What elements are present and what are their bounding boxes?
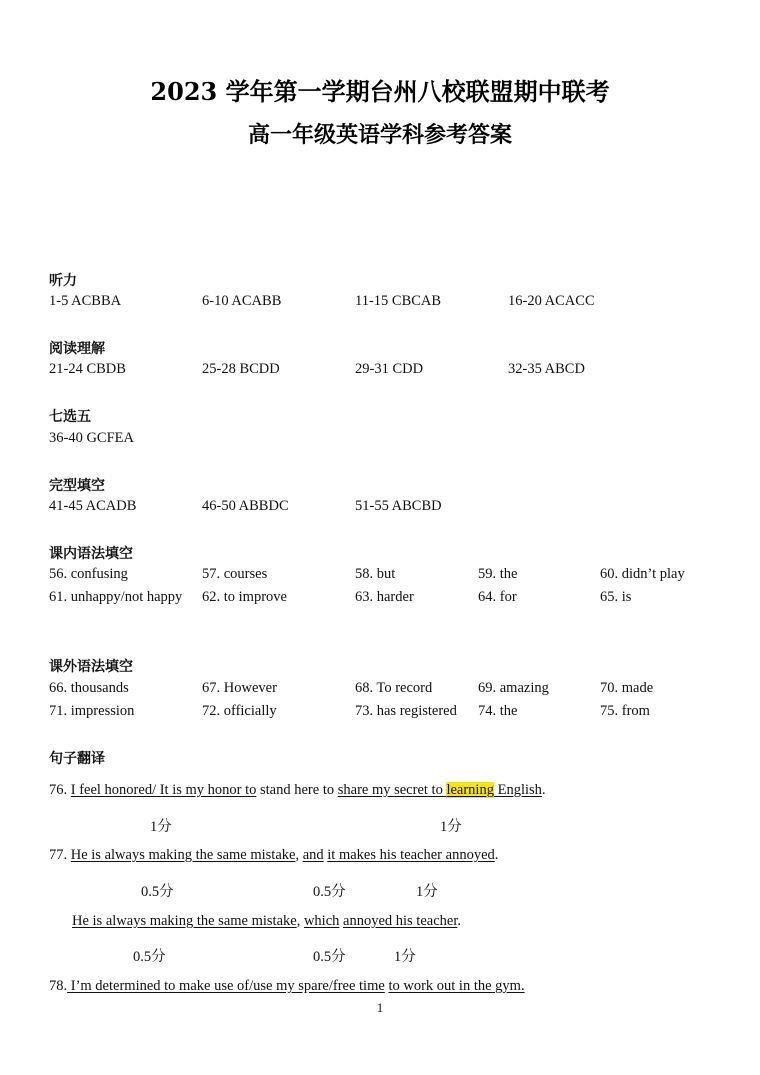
answer-cell: 63. harder xyxy=(355,589,414,605)
answer-cell: 62. to improve xyxy=(202,589,287,605)
answer-cell: 73. has registered xyxy=(355,703,457,719)
answer-cell: 56. confusing xyxy=(49,566,128,582)
translation-77-alternative xyxy=(72,913,461,930)
answer-cell: 25-28 BCDD xyxy=(202,361,280,377)
score-label: 1分 xyxy=(150,819,172,835)
document-subtitle: 高一年级英语学科参考答案 xyxy=(247,122,512,148)
section-heading-reading: 阅读理解 xyxy=(49,341,105,357)
answer-cell: 67. However xyxy=(202,680,277,696)
answer-cell: 41-45 ACADB xyxy=(49,498,137,514)
answer-cell: 57. courses xyxy=(202,566,268,582)
question-number: 78. xyxy=(49,978,68,994)
answer-cell: 1-5 ACBBA xyxy=(49,293,122,309)
section-heading-listening: 听力 xyxy=(49,273,77,289)
score-label: 0.5分 xyxy=(313,949,346,965)
document-title: 2023 学年第一学期台州八校联盟期中联考 xyxy=(150,77,610,106)
answer-cell: 58. but xyxy=(355,566,396,582)
plain-text: , xyxy=(295,847,303,863)
scoring-segment: English xyxy=(493,782,542,798)
score-label: 0.5分 xyxy=(313,884,346,900)
highlighted-word: learning xyxy=(446,782,494,798)
question-number: 77. xyxy=(49,847,71,863)
plain-text: . xyxy=(541,782,546,798)
page-number: 1 xyxy=(376,1000,384,1015)
answer-cell: 72. officially xyxy=(202,703,277,719)
plain-text: . xyxy=(457,913,461,929)
answer-cell: 11-15 CBCAB xyxy=(355,293,442,309)
answer-cell: 66. thousands xyxy=(49,680,129,696)
translation-76 xyxy=(49,782,546,799)
answer-cell: 29-31 CDD xyxy=(355,361,424,377)
answer-cell: 65. is xyxy=(600,589,632,605)
answer-cell: 59. the xyxy=(478,566,518,582)
scoring-segment: it makes his teacher annoyed xyxy=(327,847,495,863)
score-label: 1分 xyxy=(394,949,416,965)
answer-cell: 71. impression xyxy=(49,703,135,719)
scoring-segment: to work out in the gym. xyxy=(388,978,525,994)
answer-cell: 68. To record xyxy=(355,680,433,696)
answer-cell: 60. didn’t play xyxy=(600,566,685,582)
scoring-segment: which xyxy=(303,913,340,929)
answer-cell: 74. the xyxy=(478,703,518,719)
translation-78 xyxy=(49,978,525,995)
score-label: 0.5分 xyxy=(141,884,174,900)
answer-cell: 64. for xyxy=(478,589,517,605)
answer-cell: 51-55 ABCBD xyxy=(355,498,442,514)
section-heading-cloze: 完型填空 xyxy=(49,478,105,494)
scoring-segment: and xyxy=(302,847,324,863)
plain-text: , xyxy=(296,913,304,929)
scoring-segment: He is always making the same mistake xyxy=(70,847,296,863)
answer-cell: 36-40 GCFEA xyxy=(49,430,134,446)
answer-cell: 16-20 ACACC xyxy=(508,293,595,309)
scoring-segment: share my secret to xyxy=(337,782,447,798)
answer-cell: 70. made xyxy=(600,680,654,696)
answer-cell: 61. unhappy/not happy xyxy=(49,589,183,605)
section-heading-translation: 句子翻译 xyxy=(49,751,105,767)
answer-cell: 75. from xyxy=(600,703,650,719)
translation-77 xyxy=(49,847,498,864)
answer-cell: 21-24 CBDB xyxy=(49,361,126,377)
section-heading-seven-choose-five: 七选五 xyxy=(49,409,91,425)
score-label: 1分 xyxy=(440,819,462,835)
plain-text: stand here to xyxy=(256,782,338,798)
scoring-segment: He is always making the same mistake xyxy=(72,913,297,929)
score-label: 1分 xyxy=(416,884,438,900)
answer-cell: 6-10 ACABB xyxy=(202,293,282,309)
scoring-segment: I feel honored/ It is my honor to xyxy=(70,782,257,798)
section-heading-grammar-in-class: 课内语法填空 xyxy=(49,546,133,562)
answer-cell: 69. amazing xyxy=(478,680,549,696)
section-heading-grammar-extra: 课外语法填空 xyxy=(49,659,133,675)
score-label: 0.5分 xyxy=(133,949,166,965)
question-number: 76. xyxy=(49,782,71,798)
answer-cell: 32-35 ABCD xyxy=(508,361,585,377)
answer-cell: 46-50 ABBDC xyxy=(202,498,289,514)
scoring-segment: annoyed his teacher xyxy=(343,913,458,929)
scoring-segment: I’m determined to make use of/use my spare/free time xyxy=(67,978,385,994)
plain-text: . xyxy=(494,847,499,863)
